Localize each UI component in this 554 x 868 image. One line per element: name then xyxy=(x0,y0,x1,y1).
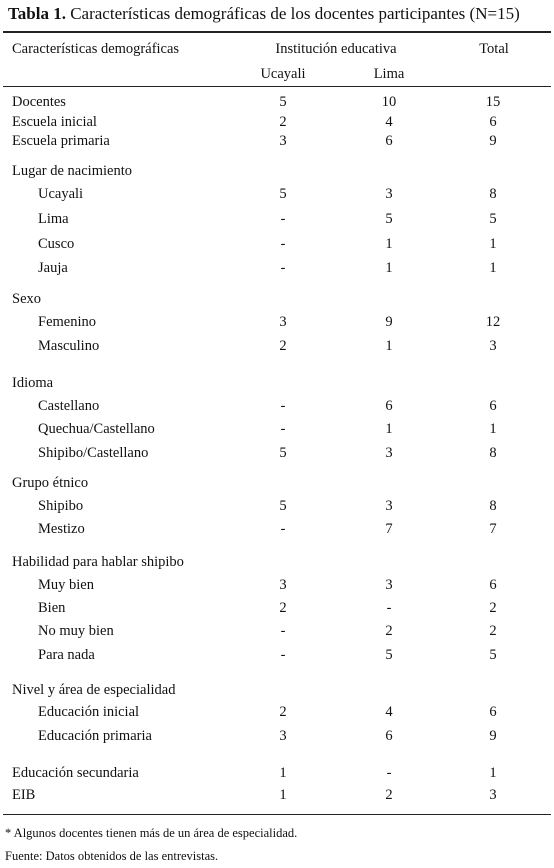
row-label: Escuela inicial xyxy=(12,114,97,130)
cell-ucayali: 1 xyxy=(279,765,287,781)
row-sublabel: Femenino xyxy=(38,314,96,330)
row-sublabel: Jauja xyxy=(38,260,68,276)
cell-lima: 3 xyxy=(385,445,393,461)
cell-lima: 1 xyxy=(385,421,393,437)
row-label: Idioma xyxy=(12,375,54,391)
cell-total: 1 xyxy=(489,260,497,276)
row-sublabel: Shipibo xyxy=(38,498,84,514)
cell-total: 5 xyxy=(489,647,497,663)
cell-lima: 1 xyxy=(385,338,393,354)
row-sublabel: Educación inicial xyxy=(38,704,140,720)
cell-lima: 5 xyxy=(385,647,393,663)
cell-ucayali: 2 xyxy=(279,600,287,616)
cell-total: 1 xyxy=(489,236,497,252)
cell-ucayali: 5 xyxy=(279,94,287,110)
cell-total: 8 xyxy=(489,498,497,514)
row-label: EIB xyxy=(12,787,36,803)
row-label: Habilidad para hablar shipibo xyxy=(12,554,184,570)
cell-ucayali: 1 xyxy=(279,787,287,803)
cell-lima: 1 xyxy=(385,260,393,276)
cell-total: 3 xyxy=(489,338,497,354)
table-title xyxy=(8,4,520,24)
cell-lima: 10 xyxy=(381,94,397,110)
cell-ucayali: 3 xyxy=(279,728,287,744)
row-sublabel: Castellano xyxy=(38,398,100,414)
cell-lima: - xyxy=(386,765,392,781)
cell-lima: 6 xyxy=(385,398,393,414)
cell-total: 6 xyxy=(489,704,497,720)
cell-total: 15 xyxy=(485,94,501,110)
cell-ucayali: 2 xyxy=(279,338,287,354)
row-label: Docentes xyxy=(12,94,66,110)
header-lima: Lima xyxy=(373,66,405,82)
cell-lima: 3 xyxy=(385,498,393,514)
cell-total: 1 xyxy=(489,421,497,437)
cell-lima: 2 xyxy=(385,787,393,803)
cell-lima: 3 xyxy=(385,186,393,202)
row-sublabel: Ucayali xyxy=(38,186,84,202)
cell-ucayali: - xyxy=(280,211,286,227)
cell-lima: 7 xyxy=(385,521,393,537)
cell-ucayali: 5 xyxy=(279,498,287,514)
cell-lima: 2 xyxy=(385,623,393,639)
cell-total: 12 xyxy=(485,314,501,330)
row-sublabel: No muy bien xyxy=(38,623,114,639)
cell-total: 6 xyxy=(489,114,497,130)
cell-total: 8 xyxy=(489,186,497,202)
cell-ucayali: 5 xyxy=(279,445,287,461)
header-institution: Institución educativa xyxy=(275,41,397,57)
row-label: Escuela primaria xyxy=(12,133,110,149)
header-ucayali: Ucayali xyxy=(260,66,306,82)
cell-total: 6 xyxy=(489,398,497,414)
cell-lima: 4 xyxy=(385,114,393,130)
row-label: Nivel y área de especialidad xyxy=(12,682,176,698)
cell-total: 5 xyxy=(489,211,497,227)
cell-ucayali: - xyxy=(280,647,286,663)
cell-ucayali: - xyxy=(280,236,286,252)
footnote-source: Fuente: Datos obtenidos de las entrevistas. xyxy=(5,849,219,863)
cell-ucayali: - xyxy=(280,398,286,414)
cell-ucayali: 3 xyxy=(279,133,287,149)
cell-total: 8 xyxy=(489,445,497,461)
cell-ucayali: - xyxy=(280,421,286,437)
cell-total: 1 xyxy=(489,765,497,781)
cell-ucayali: - xyxy=(280,521,286,537)
row-sublabel: Shipibo/Castellano xyxy=(38,445,149,461)
cell-lima: 5 xyxy=(385,211,393,227)
cell-total: 2 xyxy=(489,600,497,616)
row-sublabel: Educación primaria xyxy=(38,728,152,744)
header-characteristics: Características demográficas xyxy=(12,41,180,57)
cell-total: 9 xyxy=(489,728,497,744)
cell-ucayali: - xyxy=(280,623,286,639)
cell-total: 9 xyxy=(489,133,497,149)
row-sublabel: Masculino xyxy=(38,338,100,354)
cell-ucayali: 2 xyxy=(279,704,287,720)
cell-lima: - xyxy=(386,600,392,616)
cell-ucayali: 3 xyxy=(279,577,287,593)
row-label: Grupo étnico xyxy=(12,475,89,491)
table-caption: Características demográficas de los docentes participantes (N=15) xyxy=(65,4,520,23)
row-sublabel: Mestizo xyxy=(38,521,85,537)
cell-lima: 6 xyxy=(385,728,393,744)
cell-lima: 3 xyxy=(385,577,393,593)
cell-lima: 1 xyxy=(385,236,393,252)
header-rule xyxy=(3,86,551,87)
cell-total: 7 xyxy=(489,521,497,537)
row-sublabel: Lima xyxy=(38,211,69,227)
bottom-rule xyxy=(3,814,551,815)
cell-ucayali: 5 xyxy=(279,186,287,202)
row-label: Educación secundaria xyxy=(12,765,139,781)
cell-lima: 4 xyxy=(385,704,393,720)
header-total: Total xyxy=(479,41,509,57)
row-sublabel: Quechua/Castellano xyxy=(38,421,155,437)
row-sublabel: Bien xyxy=(38,600,66,616)
row-sublabel: Muy bien xyxy=(38,577,94,593)
cell-ucayali: 3 xyxy=(279,314,287,330)
table-number: Tabla 1. xyxy=(8,4,66,23)
cell-total: 3 xyxy=(489,787,497,803)
top-rule xyxy=(3,31,551,33)
cell-lima: 6 xyxy=(385,133,393,149)
row-sublabel: Para nada xyxy=(38,647,95,663)
cell-ucayali: 2 xyxy=(279,114,287,130)
cell-ucayali: - xyxy=(280,260,286,276)
row-label: Lugar de nacimiento xyxy=(12,163,132,179)
row-sublabel: Cusco xyxy=(38,236,75,252)
cell-lima: 9 xyxy=(385,314,393,330)
row-label: Sexo xyxy=(12,291,41,307)
cell-total: 2 xyxy=(489,623,497,639)
cell-total: 6 xyxy=(489,577,497,593)
footnote-asterisk: * Algunos docentes tienen más de un área de especialidad. xyxy=(5,826,298,840)
